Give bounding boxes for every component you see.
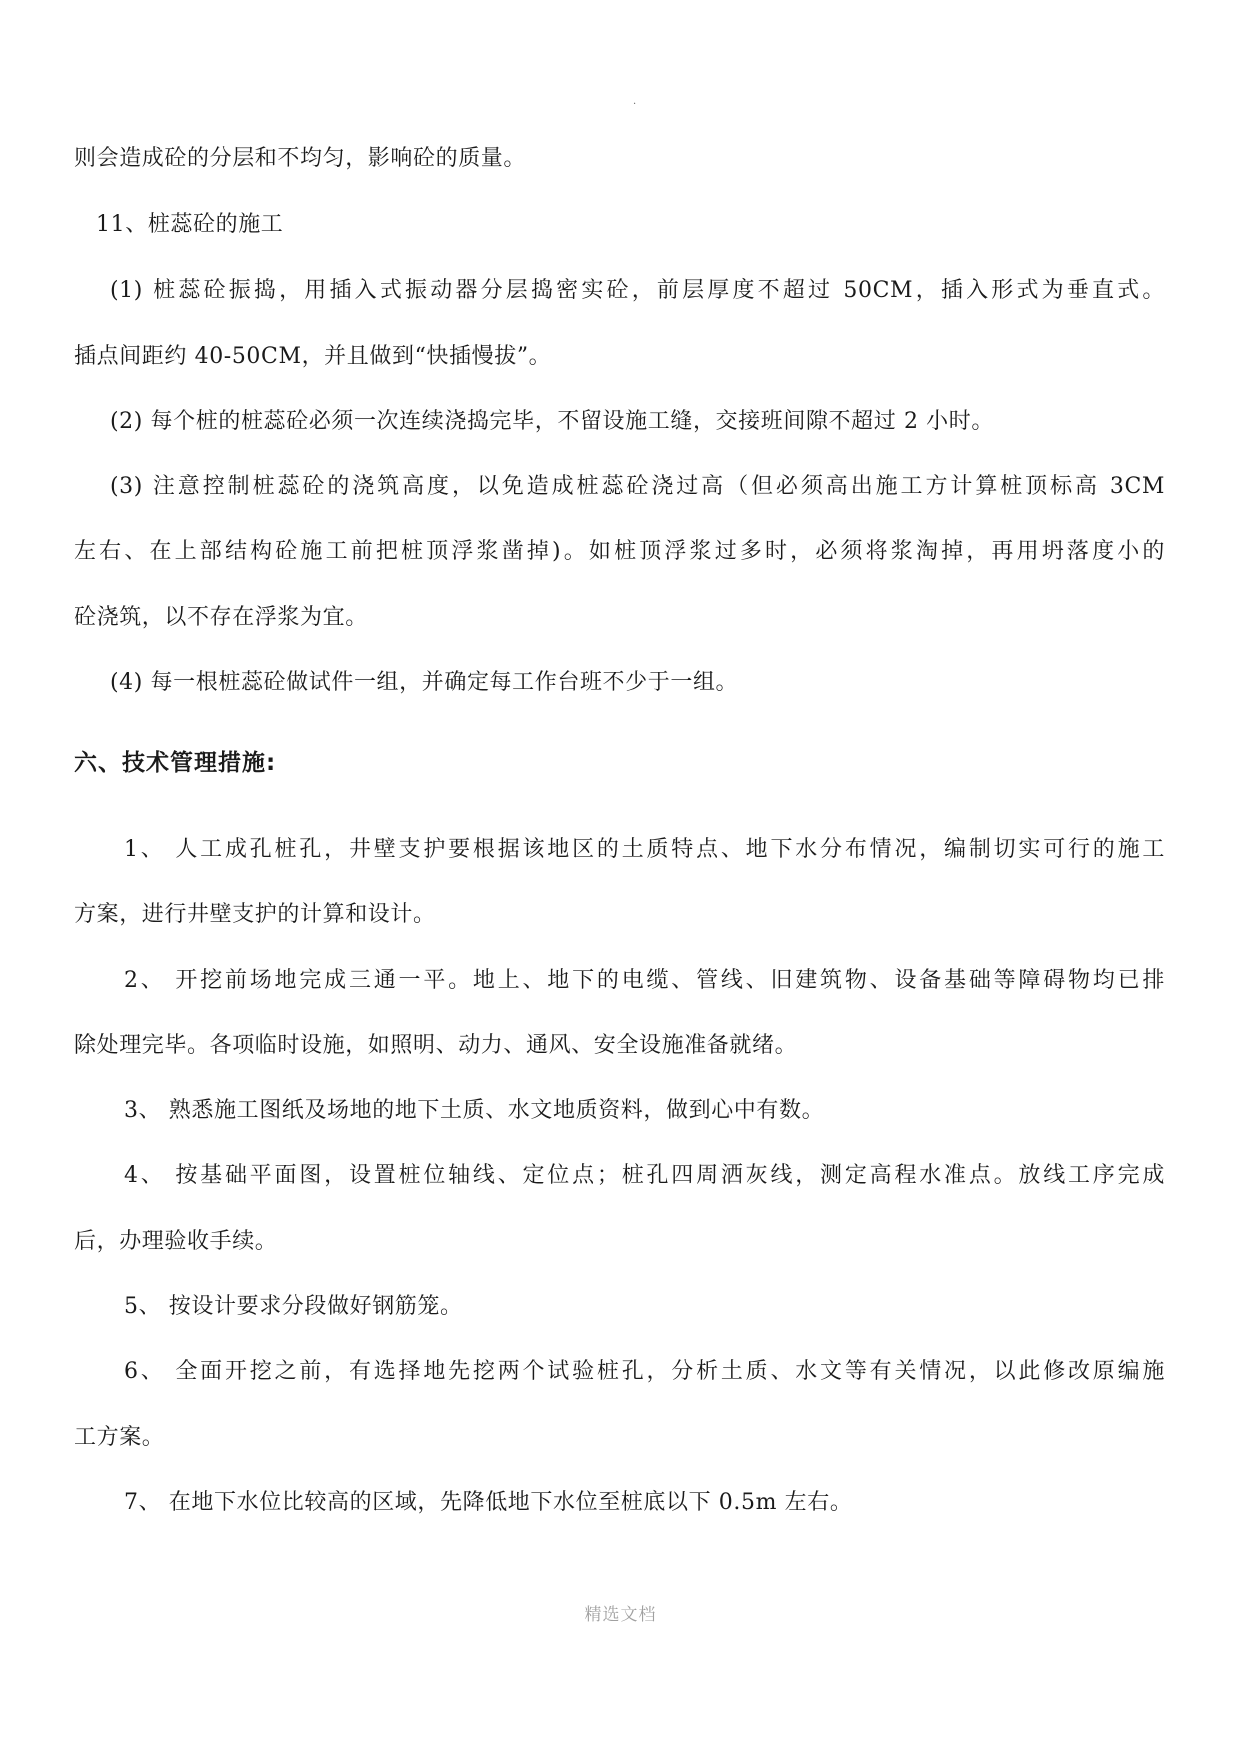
text-line: (3) 注意控制桩蕊砼的浇筑高度，以免造成桩蕊砼浇过高（但必须高出施工方计算桩顶标高 3CM (110, 474, 1165, 499)
text-line: 砼浇筑，以不存在浮浆为宜。 (74, 605, 368, 630)
list-item: 6、 全面开挖之前，有选择地先挖两个试验桩孔，分析土质、水文等有关情况，以此修改原编施 (124, 1359, 1165, 1384)
list-item: 工方案。 (74, 1425, 165, 1450)
list-item: 2、 开挖前场地完成三通一平。地上、地下的电缆、管线、旧建筑物、设备基础等障碍物均已排 (124, 968, 1165, 993)
text-line: 插点间距约 40-50CM，并且做到“快插慢拔”。 (74, 344, 552, 369)
list-item: 3、 熟悉施工图纸及场地的地下土质、水文地质资料，做到心中有数。 (124, 1098, 825, 1123)
section-heading: 六、技术管理措施: (74, 750, 277, 776)
text-line: (2) 每个桩的桩蕊砼必须一次连续浇捣完毕，不留设施工缝，交接班间隙不超过 2 小时。 (110, 409, 994, 434)
top-mark: . (633, 96, 637, 107)
text-line: 则会造成砼的分层和不均匀，影响砼的质量。 (74, 146, 527, 171)
section-title: 11、桩蕊砼的施工 (96, 212, 284, 237)
list-item: 7、 在地下水位比较高的区域，先降低地下水位至桩底以下 0.5m 左右。 (124, 1490, 853, 1515)
list-item: 后，办理验收手续。 (74, 1229, 278, 1254)
text-line: 左右、在上部结构砼施工前把桩顶浮浆凿掉)。如桩顶浮浆过多时，必须将浆淘掉，再用坍落度小的 (74, 539, 1165, 564)
list-item: 1、 人工成孔桩孔，井壁支护要根据该地区的土质特点、地下水分布情况，编制切实可行的施工 (124, 837, 1165, 862)
list-item: 除处理完毕。各项临时设施，如照明、动力、通风、安全设施准备就绪。 (74, 1033, 798, 1058)
list-item: 方案，进行井壁支护的计算和设计。 (74, 902, 436, 927)
text-line: (1) 桩蕊砼振捣，用插入式振动器分层捣密实砼，前层厚度不超过 50CM，插入形式为垂直式。 (110, 278, 1165, 303)
footer-label: 精选文档 (584, 1605, 657, 1625)
list-item: 4、 按基础平面图，设置桩位轴线、定位点；桩孔四周洒灰线，测定高程水准点。放线工序完成 (124, 1163, 1165, 1188)
text-line: (4) 每一根桩蕊砼做试件一组，并确定每工作台班不少于一组。 (110, 670, 739, 695)
list-item: 5、 按设计要求分段做好钢筋笼。 (124, 1294, 463, 1319)
